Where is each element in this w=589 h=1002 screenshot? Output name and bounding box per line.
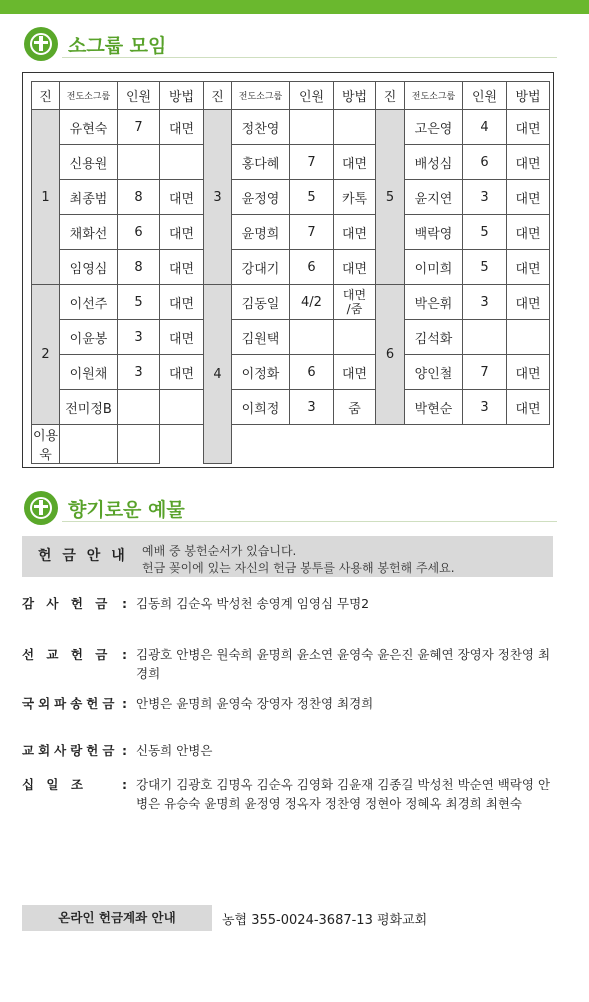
notice-text <box>142 543 455 577</box>
offering-label: 십 일 조 <box>22 777 87 792</box>
offering-names: 김광호 안병은 원숙희 윤명희 윤소연 윤영숙 윤은진 윤혜연 장영자 정찬영 최경희 <box>136 647 551 681</box>
offering-names: 김동희 김순옥 박성천 송영계 임영심 무명2 <box>136 596 370 611</box>
table-row <box>32 390 550 425</box>
member-count: 7 <box>463 355 507 390</box>
leader-name: 정찬영 <box>232 110 290 145</box>
member-count: 8 <box>118 250 160 285</box>
top-accent-bar <box>0 0 589 14</box>
meeting-method: 대면 <box>160 215 204 250</box>
table-row <box>32 180 550 215</box>
meeting-method: 대면 <box>160 110 204 145</box>
leader-name: 이선주 <box>60 285 118 320</box>
section-title: 향기로운 예물 <box>68 498 185 521</box>
meeting-method: 대면 <box>507 180 550 215</box>
separator: : <box>122 743 127 758</box>
meeting-method: 대면 <box>507 390 550 425</box>
section-divider <box>62 57 557 58</box>
meeting-method: 대면 <box>507 355 550 390</box>
member-count <box>463 320 507 355</box>
member-count <box>118 390 160 425</box>
jin-number: 1 <box>32 110 60 285</box>
meeting-method: 대면 <box>334 145 376 180</box>
leader-name: 윤지연 <box>405 180 463 215</box>
member-count: 4 <box>463 110 507 145</box>
offering-names: 안병은 윤명희 윤영숙 장영자 정찬영 최경희 <box>136 696 374 711</box>
leader-name: 박현순 <box>405 390 463 425</box>
leader-name: 이희정 <box>232 390 290 425</box>
meeting-method: 대면 <box>160 320 204 355</box>
meeting-method: 대면 /줌 <box>334 285 376 320</box>
leader-name: 배성심 <box>405 145 463 180</box>
meeting-method <box>334 320 376 355</box>
offering-label: 국외파송헌금 <box>22 696 119 711</box>
column-header: 진 <box>204 82 232 110</box>
table-row <box>32 425 550 464</box>
offering-label: 교회사랑헌금 <box>22 743 119 758</box>
member-count <box>118 145 160 180</box>
member-count: 4/2 <box>290 285 334 320</box>
member-count: 5 <box>118 285 160 320</box>
jin-number: 2 <box>32 285 60 425</box>
meeting-method: 줌 <box>334 390 376 425</box>
leader-name: 박은휘 <box>405 285 463 320</box>
column-header: 방법 <box>334 82 376 110</box>
groups-table-box <box>22 72 554 468</box>
meeting-method <box>507 320 550 355</box>
leader-name: 이원채 <box>60 355 118 390</box>
column-header: 전도소그룹 <box>405 82 463 110</box>
member-count: 3 <box>463 390 507 425</box>
meeting-method: 대면 <box>507 285 550 320</box>
member-count: 5 <box>463 215 507 250</box>
column-header: 진 <box>376 82 405 110</box>
leader-name: 유현숙 <box>60 110 118 145</box>
member-count: 6 <box>118 215 160 250</box>
leader-name: 이용욱 <box>32 425 60 464</box>
member-count <box>290 110 334 145</box>
member-count: 5 <box>463 250 507 285</box>
notice-label: 헌 금 안 내 <box>38 548 128 564</box>
meeting-method: 대면 <box>160 250 204 285</box>
meeting-method: 대면 <box>334 250 376 285</box>
leader-name: 김석화 <box>405 320 463 355</box>
leader-name: 강대기 <box>232 250 290 285</box>
column-header: 전도소그룹 <box>232 82 290 110</box>
church-cross-icon <box>24 27 58 61</box>
leader-name: 이정화 <box>232 355 290 390</box>
jin-number: 4 <box>204 285 232 464</box>
member-count: 3 <box>118 320 160 355</box>
member-count: 3 <box>463 180 507 215</box>
table-row <box>32 145 550 180</box>
notice-line: 예배 중 봉헌순서가 있습니다. <box>142 544 297 558</box>
leader-name: 홍다혜 <box>232 145 290 180</box>
offering-names: 강대기 김광호 김명옥 김순옥 김영화 김윤재 김종길 박성천 박순연 백락영 안병은 유승숙 윤명희 윤정영 정옥자 정찬영 정현아 정혜옥 최경희 최현숙 <box>136 777 551 811</box>
leader-name: 김동일 <box>232 285 290 320</box>
column-header: 전도소그룹 <box>60 82 118 110</box>
meeting-method: 대면 <box>507 215 550 250</box>
leader-name: 윤명희 <box>232 215 290 250</box>
separator: : <box>122 647 127 662</box>
column-header: 인원 <box>463 82 507 110</box>
leader-name: 고은영 <box>405 110 463 145</box>
member-count: 6 <box>290 355 334 390</box>
column-header: 인원 <box>290 82 334 110</box>
jin-number: 6 <box>376 285 405 425</box>
table-row <box>32 215 550 250</box>
meeting-method <box>160 390 204 425</box>
meeting-method: 대면 <box>160 285 204 320</box>
meeting-method <box>118 425 160 464</box>
member-count: 5 <box>290 180 334 215</box>
meeting-method <box>334 110 376 145</box>
meeting-method: 대면 <box>507 145 550 180</box>
member-count: 3 <box>290 390 334 425</box>
leader-name: 김원택 <box>232 320 290 355</box>
notice-line: 헌금 꽂이에 있는 자신의 헌금 봉투를 사용해 봉헌해 주세요. <box>142 561 455 575</box>
member-count <box>290 320 334 355</box>
meeting-method: 대면 <box>160 180 204 215</box>
member-count: 3 <box>118 355 160 390</box>
church-cross-icon <box>24 491 58 525</box>
meeting-method: 카톡 <box>334 180 376 215</box>
member-count: 7 <box>290 215 334 250</box>
meeting-method: 대면 <box>507 110 550 145</box>
leader-name: 신용원 <box>60 145 118 180</box>
member-count: 3 <box>463 285 507 320</box>
table-row <box>32 320 550 355</box>
leader-name: 최종범 <box>60 180 118 215</box>
table-row <box>32 110 550 145</box>
offering-label: 선 교 헌 금 <box>22 647 112 662</box>
meeting-method <box>160 145 204 180</box>
section-header-offering <box>24 491 185 525</box>
column-header: 진 <box>32 82 60 110</box>
leader-name: 임영심 <box>60 250 118 285</box>
leader-name: 이윤봉 <box>60 320 118 355</box>
meeting-method: 대면 <box>160 355 204 390</box>
groups-table <box>31 81 550 464</box>
online-account-label: 온라인 헌금계좌 안내 <box>22 905 212 931</box>
separator: : <box>122 596 127 611</box>
member-count: 6 <box>290 250 334 285</box>
section-header-groups <box>24 27 166 61</box>
leader-name: 채화선 <box>60 215 118 250</box>
leader-name: 이미희 <box>405 250 463 285</box>
table-row <box>32 355 550 390</box>
jin-number: 3 <box>204 110 232 285</box>
meeting-method: 대면 <box>334 355 376 390</box>
offering-names: 신동희 안병은 <box>136 743 213 758</box>
column-header: 인원 <box>118 82 160 110</box>
member-count <box>60 425 118 464</box>
section-title: 소그룹 모임 <box>68 34 167 57</box>
table-row <box>32 285 550 320</box>
separator: : <box>122 696 127 711</box>
member-count: 7 <box>290 145 334 180</box>
meeting-method: 대면 <box>507 250 550 285</box>
section-divider <box>62 521 557 522</box>
member-count: 7 <box>118 110 160 145</box>
table-row <box>32 250 550 285</box>
member-count: 8 <box>118 180 160 215</box>
member-count: 6 <box>463 145 507 180</box>
leader-name: 양인철 <box>405 355 463 390</box>
jin-number: 5 <box>376 110 405 285</box>
leader-name: 백락영 <box>405 215 463 250</box>
leader-name: 윤정영 <box>232 180 290 215</box>
offering-notice <box>22 536 553 577</box>
column-header: 방법 <box>160 82 204 110</box>
offering-label: 감 사 헌 금 <box>22 596 112 611</box>
column-header: 방법 <box>507 82 550 110</box>
online-account-number: 농협 355-0024-3687-13 평화교회 <box>222 913 428 928</box>
leader-name: 전미정B <box>60 390 118 425</box>
separator: : <box>122 777 127 792</box>
meeting-method: 대면 <box>334 215 376 250</box>
